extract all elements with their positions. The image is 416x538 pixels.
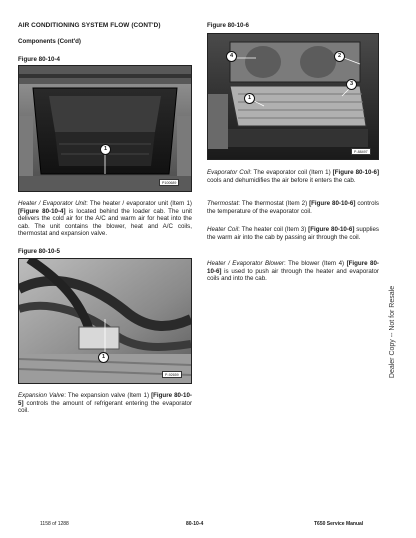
components-heading: Components (Cont'd): [18, 38, 81, 45]
figure-ref: [Figure 80-10-6]: [308, 226, 355, 233]
section-title: AIR CONDITIONING SYSTEM FLOW (CONT'D): [18, 22, 161, 29]
heater-coil-description: [207, 226, 379, 241]
text: : The blower (Item 4): [283, 260, 347, 267]
text: controls the temperature of the evaporator coil.: [207, 200, 379, 215]
photo-code: P-88497: [351, 148, 371, 155]
term: Heater / Evaporator Unit: [18, 200, 87, 207]
text: : The expansion valve (Item 1): [64, 392, 152, 399]
figure-photo-heater-evaporator-unit: [18, 65, 192, 192]
callout-2: 2: [334, 51, 345, 62]
term: Expansion Valve: [18, 392, 65, 399]
figure-ref: [Figure 80-10-6]: [332, 169, 380, 176]
figure-ref: [Figure 80-10-5]: [18, 392, 192, 407]
text: : The heater / evaporator unit (Item 1): [86, 200, 192, 207]
figure-ref: [Figure 80-10-4]: [18, 207, 66, 215]
figure-label-80-10-5: Figure 80-10-5: [18, 248, 60, 255]
figure-label-80-10-6: Figure 80-10-6: [207, 22, 249, 29]
callout-3: 3: [346, 79, 357, 90]
term: Heater Coil: [207, 226, 239, 233]
dealer-copy-side-note: Dealer Copy -- Not for Resale: [389, 285, 396, 379]
term: Heater / Evaporator Blower: [207, 260, 284, 267]
figure-photo-evaporator-components: [207, 33, 379, 160]
text: controls the amount of refrigerant entering the evaporator coil.: [18, 399, 192, 415]
figure-label-80-10-4: Figure 80-10-4: [18, 56, 60, 63]
text: is used to push air through the heater and evaporator coils and into the cab.: [207, 267, 379, 283]
figure-ref: [Figure 80-10-6]: [207, 260, 379, 275]
thermostat-description: [207, 200, 379, 215]
text: cools and dehumidifies the air before it enters the cab.: [207, 176, 356, 184]
figure-ref: [Figure 80-10-6]: [309, 200, 356, 207]
expansion-valve-description: [18, 392, 192, 415]
page-count: 1158 of 1288: [40, 521, 69, 527]
photo-code: P100689: [159, 179, 179, 186]
callout-4: 4: [226, 51, 237, 62]
blower-description: [207, 260, 379, 283]
callout-1: 1: [100, 144, 111, 155]
callout-1: 1: [98, 352, 109, 363]
text: : The thermostat (Item 2): [238, 200, 310, 207]
text: is located behind the loader cab. The unit delivers the cold air for the A/C and warm air for heat into the cab. The unit contains the blower, heat and A/C coils, thermostat and expansion valve.: [18, 207, 193, 238]
photo-code: P-92659: [162, 371, 182, 378]
text: supplies the warm air into the cab by passing air through the coil.: [207, 226, 379, 241]
page-number: 80-10-4: [186, 521, 204, 527]
heater-evaporator-unit-description: [18, 200, 192, 238]
manual-title: T650 Service Manual: [314, 521, 364, 527]
text: : The evaporator coil (Item 1): [249, 169, 333, 176]
figure-photo-expansion-valve: [18, 258, 192, 384]
term: Evaporator Coil: [207, 169, 250, 176]
evaporator-coil-description: [207, 169, 379, 184]
text: : The heater coil (Item 3): [238, 226, 309, 233]
term: Thermostat: [207, 200, 239, 207]
callout-1: 1: [244, 93, 255, 104]
